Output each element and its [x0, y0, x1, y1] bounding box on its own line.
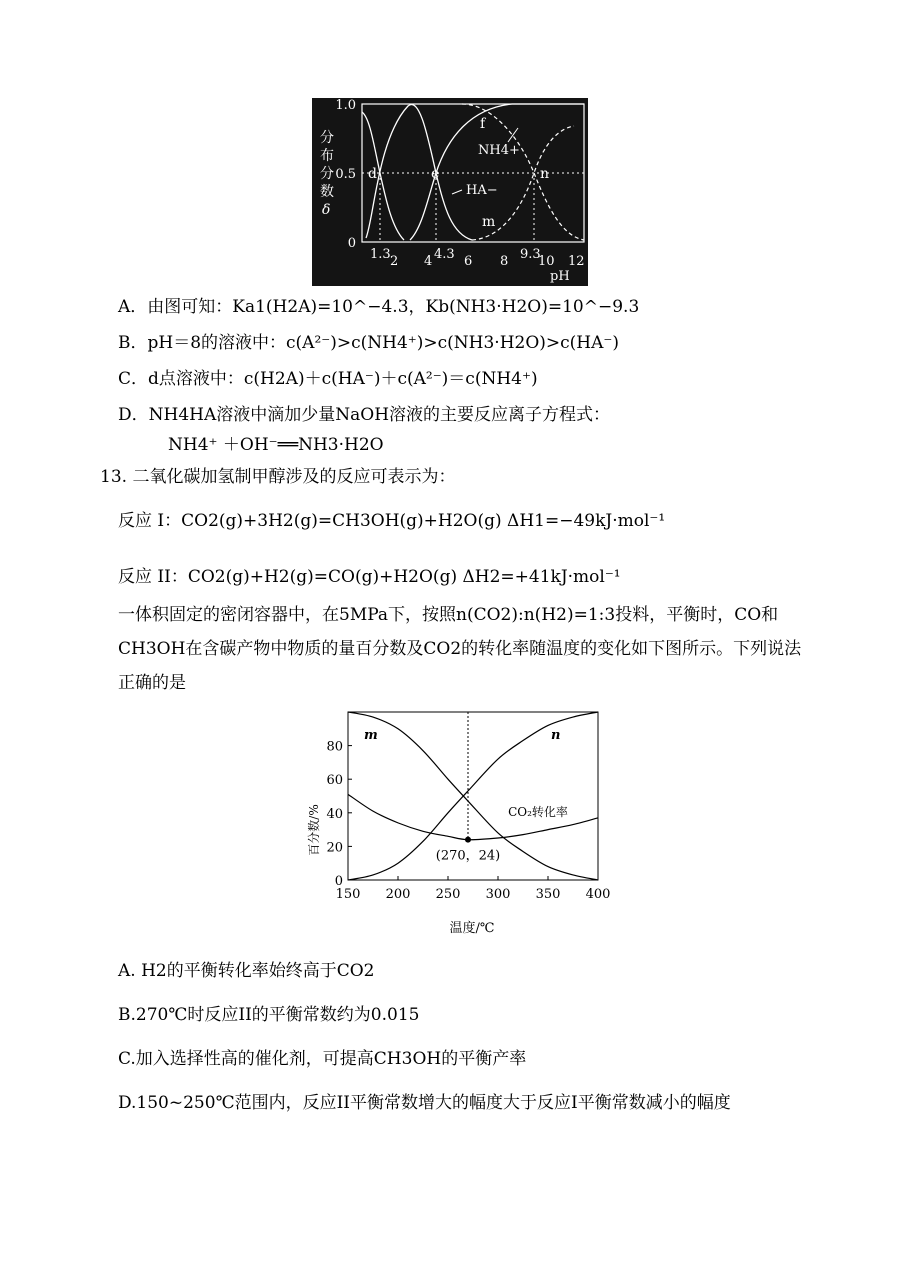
- q13-option-b: B.270℃时反应II的平衡常数约为0.015: [118, 1005, 420, 1025]
- y-axis-label-2: 布: [320, 148, 334, 164]
- q13-option-d: D.150~250℃范围内，反应II平衡常数增大的幅度大于反应I平衡常数减小的幅度: [118, 1093, 731, 1113]
- x-tick-10: 10: [538, 254, 555, 269]
- point-m: m: [482, 214, 496, 230]
- y-tick-1: 1.0: [335, 98, 356, 113]
- q12-option-a: A．由图可知：Ka1(H2A)=10^−4.3，Kb(NH3·H2O)=10^−9.3: [118, 297, 640, 317]
- y-tick-label: 40: [326, 806, 343, 822]
- q13-reaction-2: 反应 II：CO2(g)+H2(g)=CO(g)+H2O(g) ΔH2=+41kJ·mol⁻¹: [118, 567, 621, 587]
- label-nh4: NH4+: [478, 143, 520, 158]
- q13-reaction-1: 反应 I：CO2(g)+3H2(g)=CH3OH(g)+H2O(g) ΔH1=−49kJ·mol⁻¹: [118, 511, 666, 531]
- x-tick-label: 250: [435, 887, 461, 902]
- y-tick-label: 0: [334, 874, 343, 889]
- q13-option-a: A. H2的平衡转化率始终高于CO2: [118, 961, 375, 981]
- q13-option-c: C.加入选择性高的催化剂，可提高CH3OH的平衡产率: [118, 1049, 527, 1069]
- x-tick-label: 400: [585, 887, 611, 902]
- x-axis-label-ph: pH: [550, 269, 570, 284]
- y-tick-label: 20: [326, 840, 343, 856]
- temperature-chart: [300, 700, 620, 940]
- y-axis-label: 百分数/%: [307, 804, 321, 856]
- x-tick-9.3: 9.3: [520, 247, 541, 262]
- x-tick-4: 4: [424, 254, 433, 269]
- x-tick-label: 350: [535, 887, 561, 902]
- annotation-point: [465, 837, 471, 843]
- series-label-m: m: [364, 727, 378, 743]
- x-tick-1.3: 1.3: [370, 247, 391, 262]
- y-axis-label-1: 分: [320, 130, 334, 146]
- y-axis-label-3: 分: [320, 166, 334, 182]
- x-tick-label: 300: [485, 887, 511, 902]
- x-tick-label: 150: [335, 887, 361, 902]
- point-d: d: [368, 166, 377, 182]
- point-e: e: [431, 166, 440, 182]
- x-tick-2: 2: [390, 254, 399, 269]
- q12-option-d-equation: NH4⁺ ＋OH⁻══NH3·H2O: [168, 435, 384, 455]
- label-ha: HA−: [466, 183, 498, 198]
- x-tick-label: 200: [385, 887, 411, 902]
- point-n: n: [540, 166, 550, 182]
- y-axis-label-5: δ: [322, 202, 331, 218]
- y-tick-0: 0: [347, 236, 356, 251]
- q13-stem: 13. 二氧化碳加氢制甲醇涉及的反应可表示为：: [100, 467, 456, 487]
- y-tick-05: 0.5: [335, 167, 356, 182]
- point-f: f: [480, 116, 486, 132]
- series-label-co2: CO₂转化率: [508, 805, 568, 820]
- q12-option-d: D．NH4HA溶液中滴加少量NaOH溶液的主要反应离子方程式：: [118, 405, 611, 425]
- x-tick-8: 8: [500, 254, 509, 269]
- x-axis-label: 温度/℃: [449, 921, 495, 936]
- q12-option-c: C．d点溶液中：c(H2A)＋c(HA⁻)＋c(A²⁻)＝c(NH4⁺): [118, 369, 538, 389]
- series-label-n: n: [551, 727, 561, 743]
- y-tick-label: 60: [326, 773, 343, 789]
- x-tick-4.3: 4.3: [434, 247, 455, 262]
- q12-option-b: B．pH＝8的溶液中：c(A²⁻)>c(NH4⁺)>c(NH3·H2O)>c(HA⁻): [118, 333, 620, 353]
- q13-paragraph: 一体积固定的密闭容器中，在5MPa下，按照n(CO2):n(H2)=1:3投料，平衡时，CO和CH3OH在含碳产物中物质的量百分数及CO2的转化率随温度的变化如下图所示。下列说法正确的是: [118, 605, 802, 693]
- x-tick-6: 6: [464, 254, 473, 269]
- annotation-label: (270，24): [435, 848, 501, 864]
- y-tick-label: 80: [326, 739, 343, 755]
- distribution-chart: [312, 98, 588, 286]
- y-axis-label-4: 数: [320, 184, 334, 200]
- x-tick-12: 12: [568, 254, 585, 269]
